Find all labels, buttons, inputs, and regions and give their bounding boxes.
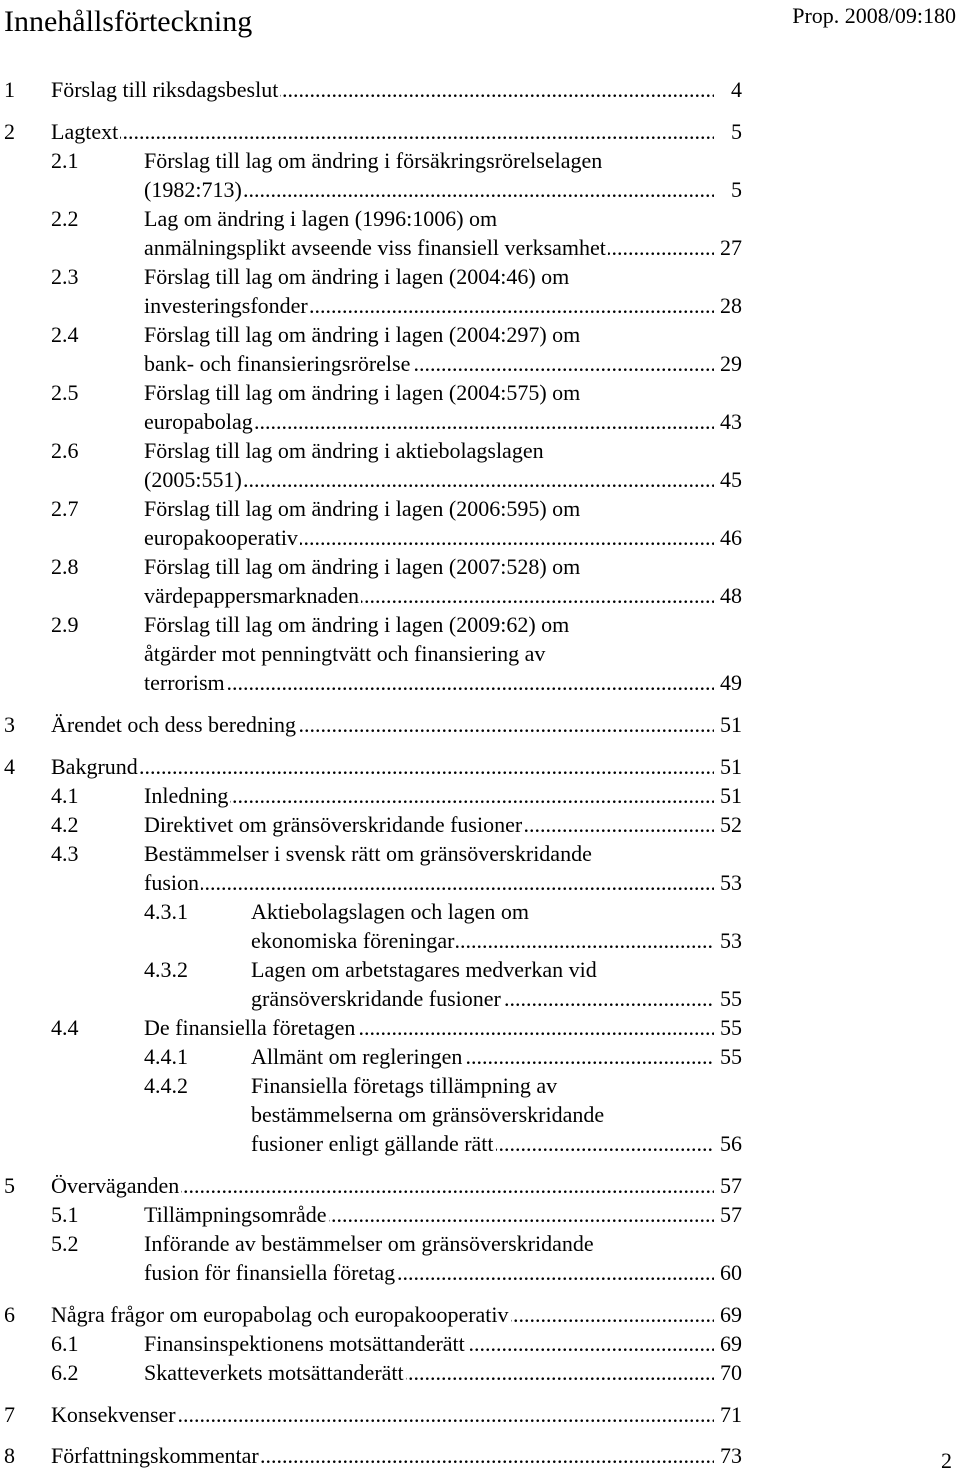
toc-page-number: 27 (720, 235, 742, 260)
toc-line (0, 839, 760, 868)
toc-title-text: bank- och finansieringsrörelse (144, 351, 411, 376)
toc-line (0, 1042, 760, 1071)
toc-section-number: 4.3.2 (144, 957, 188, 982)
toc-line (0, 781, 760, 810)
toc-dot-leader (51, 117, 714, 146)
toc-line (0, 146, 760, 175)
toc-section-number: 4.3.1 (144, 899, 188, 924)
toc-title-text: Inledning (144, 783, 229, 808)
toc-title-text: värdepappersmarknaden (144, 583, 360, 608)
toc-line (0, 436, 760, 465)
toc-title-text: Skatteverkets motsättanderätt (144, 1360, 404, 1385)
toc-section-number: 2.1 (51, 148, 79, 173)
toc-page-number: 28 (720, 293, 742, 318)
toc-title-text: Förslag till lag om ändring i lagen (2007:528) om (144, 554, 581, 579)
toc-line (0, 1441, 760, 1470)
toc-line (0, 1071, 760, 1100)
toc-section-number: 5 (4, 1173, 15, 1198)
toc-page-number: 5 (731, 119, 742, 144)
toc-page-number: 57 (720, 1202, 742, 1227)
toc-page-number: 49 (720, 670, 742, 695)
toc-title-text: europakooperativ (144, 525, 298, 550)
toc-title-text: europabolag (144, 409, 253, 434)
toc-title-text: Förslag till lag om ändring i lagen (2009:62) om (144, 612, 570, 637)
toc-title-text: Några frågor om europabolag och europakooperativ (51, 1302, 509, 1327)
toc-section-number: 2.6 (51, 438, 79, 463)
toc-page-number: 51 (720, 754, 742, 779)
toc-line (0, 668, 760, 697)
toc-title-text: fusion för finansiella företag (144, 1260, 396, 1285)
toc-page-number: 73 (720, 1443, 742, 1468)
toc-title-text: terrorism (144, 670, 225, 695)
toc-title-text: Bakgrund (51, 754, 138, 779)
toc-title-text: ekonomiska föreningar (251, 928, 455, 953)
toc-page-number: 43 (720, 409, 742, 434)
toc-page-number: 55 (720, 986, 742, 1011)
toc-title-text: Direktivet om gränsöverskridande fusioner (144, 812, 523, 837)
toc-title-text: gränsöverskridande fusioner (251, 986, 501, 1011)
toc-line (0, 175, 760, 204)
toc-section-number: 6.2 (51, 1360, 79, 1385)
toc-title-text: Lagtext (51, 119, 119, 144)
toc-title-text: anmälningsplikt avseende viss finansiell verksamhet (144, 235, 606, 260)
toc-line (0, 378, 760, 407)
toc-page-number: 55 (720, 1044, 742, 1069)
toc-line (0, 1129, 760, 1158)
toc-dot-leader (144, 668, 714, 697)
toc-section-number: 4.4.2 (144, 1073, 188, 1098)
toc-line (0, 955, 760, 984)
toc-title-text: Allmänt om regleringen (251, 1044, 463, 1069)
toc-title-text: Tillämpningsområde (144, 1202, 327, 1227)
toc-title-text: Ärendet och dess beredning (51, 712, 296, 737)
page-number: 2 (941, 1448, 952, 1473)
toc-title-text: Författningskommentar (51, 1443, 259, 1468)
toc-line (0, 494, 760, 523)
toc-page-number: 71 (720, 1402, 742, 1427)
toc-section-number: 3 (4, 712, 15, 737)
toc-page-number: 52 (720, 812, 742, 837)
toc-line (0, 1171, 760, 1200)
toc-line (0, 984, 760, 1013)
toc-dot-leader (144, 868, 714, 897)
toc-line (0, 75, 760, 104)
toc-title-text: Överväganden (51, 1173, 180, 1198)
toc-line (0, 926, 760, 955)
toc-section-number: 1 (4, 77, 15, 102)
toc-page-number: 56 (720, 1131, 742, 1156)
toc-title-text: fusioner enligt gällande rätt (251, 1131, 494, 1156)
toc-line (0, 1358, 760, 1387)
toc-line (0, 710, 760, 739)
toc-title-text: Förslag till lag om ändring i lagen (2006:595) om (144, 496, 581, 521)
toc-page-number: 57 (720, 1173, 742, 1198)
toc-section-number: 6.1 (51, 1331, 79, 1356)
toc-page-number: 53 (720, 928, 742, 953)
toc-section-number: 4.3 (51, 841, 79, 866)
toc-page-number: 70 (720, 1360, 742, 1385)
toc-section-number: 2.2 (51, 206, 79, 231)
toc-line (0, 1400, 760, 1429)
toc-title-text: Förslag till lag om ändring i lagen (2004:297) om (144, 322, 581, 347)
toc-page-number: 55 (720, 1015, 742, 1040)
toc-title-text: Finansiella företags tillämpning av (251, 1073, 558, 1098)
toc-page-number: 45 (720, 467, 742, 492)
toc-title-text: Lag om ändring i lagen (1996:1006) om (144, 206, 498, 231)
toc-section-number: 7 (4, 1402, 15, 1427)
toc-line (0, 897, 760, 926)
toc-page-number: 4 (731, 77, 742, 102)
toc-line (0, 810, 760, 839)
toc-title-text: Förslag till lag om ändring i aktiebolagslagen (144, 438, 544, 463)
toc-line (0, 523, 760, 552)
toc-title-text: Förslag till lag om ändring i lagen (2004:575) om (144, 380, 581, 405)
toc-section-number: 2.3 (51, 264, 79, 289)
toc-line (0, 1200, 760, 1229)
toc-section-number: 4.4.1 (144, 1044, 188, 1069)
toc-section-number: 4.4 (51, 1015, 79, 1040)
toc-page-number: 46 (720, 525, 742, 550)
toc-line (0, 868, 760, 897)
toc-line (0, 262, 760, 291)
toc-title-text: (2005:551) (144, 467, 242, 492)
toc-title-text: Förslag till lag om ändring i försäkringsrörelselagen (144, 148, 603, 173)
toc-line (0, 1300, 760, 1329)
toc-section-number: 2 (4, 119, 15, 144)
toc-line (0, 639, 760, 668)
toc-title-text: Finansinspektionens motsättanderätt (144, 1331, 465, 1356)
toc-line (0, 320, 760, 349)
toc-page-number: 69 (720, 1302, 742, 1327)
toc-title-text: bestämmelserna om gränsöverskridande (251, 1102, 605, 1127)
toc-page-number: 60 (720, 1260, 742, 1285)
toc-title-text: (1982:713) (144, 177, 242, 202)
toc-title-text: Lagen om arbetstagares medverkan vid (251, 957, 597, 982)
toc-line (0, 407, 760, 436)
toc-line (0, 610, 760, 639)
toc-section-number: 2.5 (51, 380, 79, 405)
toc-title-text: fusion (144, 870, 199, 895)
toc-title-text: Bestämmelser i svensk rätt om gränsöverskridande (144, 841, 592, 866)
toc-section-number: 5.1 (51, 1202, 79, 1227)
proposition-reference: Prop. 2008/09:180 (792, 3, 956, 28)
page-title: Innehållsförteckning (4, 5, 253, 38)
toc-line (0, 1258, 760, 1287)
toc-section-number: 6 (4, 1302, 15, 1327)
toc-title-text: Konsekvenser (51, 1402, 176, 1427)
toc-line (0, 117, 760, 146)
toc-page-number: 53 (720, 870, 742, 895)
toc-line (0, 752, 760, 781)
toc-line (0, 204, 760, 233)
toc-dot-leader (51, 752, 714, 781)
toc-line (0, 581, 760, 610)
toc-line (0, 552, 760, 581)
toc-line (0, 1229, 760, 1258)
toc-section-number: 2.4 (51, 322, 79, 347)
toc-title-text: åtgärder mot penningtvätt och finansiering av (144, 641, 546, 666)
toc-title-text: investeringsfonder (144, 293, 308, 318)
toc-line (0, 291, 760, 320)
toc-title-text: Införande av bestämmelser om gränsöverskridande (144, 1231, 594, 1256)
toc-page-number: 69 (720, 1331, 742, 1356)
toc-line (0, 349, 760, 378)
toc-title-text: Aktiebolagslagen och lagen om (251, 899, 529, 924)
toc-line (0, 1329, 760, 1358)
toc-title-text: Förslag till riksdagsbeslut (51, 77, 279, 102)
toc-section-number: 2.7 (51, 496, 79, 521)
toc-section-number: 4 (4, 754, 15, 779)
toc-section-number: 8 (4, 1443, 15, 1468)
toc-line (0, 1013, 760, 1042)
toc-section-number: 2.9 (51, 612, 79, 637)
toc-title-text: De finansiella företagen (144, 1015, 356, 1040)
toc-page-number: 29 (720, 351, 742, 376)
toc-page-number: 51 (720, 783, 742, 808)
toc-page-number: 48 (720, 583, 742, 608)
toc-section-number: 2.8 (51, 554, 79, 579)
toc-section-number: 4.1 (51, 783, 79, 808)
toc-title-text: Förslag till lag om ändring i lagen (2004:46) om (144, 264, 570, 289)
toc-section-number: 5.2 (51, 1231, 79, 1256)
toc-page-number: 5 (731, 177, 742, 202)
toc-line (0, 465, 760, 494)
toc-page-number: 51 (720, 712, 742, 737)
toc-section-number: 4.2 (51, 812, 79, 837)
toc-line (0, 233, 760, 262)
toc-line (0, 1100, 760, 1129)
